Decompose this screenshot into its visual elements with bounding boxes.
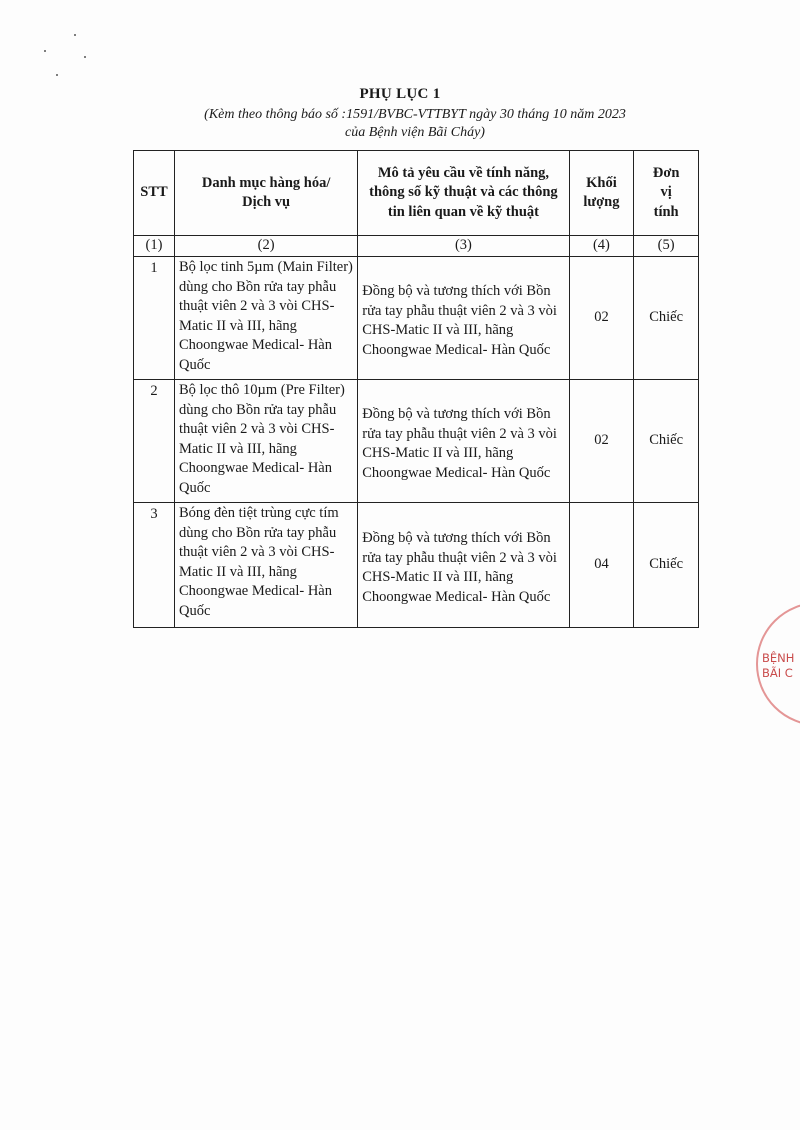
row-description: Đồng bộ và tương thích với Bồn rửa tay phẫu thuật viên 2 và 3 vòi CHS-Matic II và III, hãng Choongwae Medical- Hàn Quốc bbox=[358, 380, 569, 503]
scan-speck bbox=[56, 74, 58, 76]
column-number: (4) bbox=[569, 236, 634, 257]
row-quantity: 02 bbox=[569, 380, 634, 503]
stamp-text-line1: BỆNH bbox=[762, 651, 795, 665]
scan-speck bbox=[84, 56, 86, 58]
column-number-row bbox=[134, 236, 699, 257]
header-item-name: Danh mục hàng hóa/ Dịch vụ bbox=[174, 151, 357, 236]
table-row bbox=[134, 257, 699, 380]
row-item-name: Bóng đèn tiệt trùng cực tím dùng cho Bồn rửa tay phẫu thuật viên 2 và 3 vòi CHS-Matic II và III, hãng Choongwae Medical- Hàn Quốc bbox=[174, 503, 357, 628]
row-unit: Chiếc bbox=[634, 380, 699, 503]
document-subtitle-line1: (Kèm theo thông báo số :1591/BVBC-VTTBYT ngày 30 tháng 10 năm 2023 bbox=[204, 107, 626, 122]
row-unit: Chiếc bbox=[634, 257, 699, 380]
scan-speck bbox=[74, 34, 76, 36]
row-description: Đồng bộ và tương thích với Bồn rửa tay phẫu thuật viên 2 và 3 vòi CHS-Matic II và III, hãng Choongwae Medical- Hàn Quốc bbox=[358, 503, 569, 628]
row-stt: 3 bbox=[134, 503, 175, 628]
column-number: (5) bbox=[634, 236, 699, 257]
row-description: Đồng bộ và tương thích với Bồn rửa tay phẫu thuật viên 2 và 3 vòi CHS-Matic II và III, hãng Choongwae Medical- Hàn Quốc bbox=[358, 257, 569, 380]
document-subtitle-line2: của Bệnh viện Bãi Cháy) bbox=[345, 125, 485, 140]
row-unit: Chiếc bbox=[634, 503, 699, 628]
row-quantity: 02 bbox=[569, 257, 634, 380]
column-number: (2) bbox=[174, 236, 357, 257]
appendix-table bbox=[133, 150, 699, 628]
stamp-text-line2: BÃI C bbox=[762, 666, 793, 680]
header-description: Mô tả yêu cầu về tính năng, thông số kỹ thuật và các thông tin liên quan về kỹ thuật bbox=[358, 151, 569, 236]
row-stt: 1 bbox=[134, 257, 175, 380]
header-stt: STT bbox=[134, 151, 175, 236]
header-unit: Đơn vị tính bbox=[634, 151, 699, 236]
table-row bbox=[134, 380, 699, 503]
row-item-name: Bộ lọc tinh 5µm (Main Filter) dùng cho Bồn rửa tay phẫu thuật viên 2 và 3 vòi CHS-Matic II và III, hãng Choongwae Medical- Hàn Quốc bbox=[174, 257, 357, 380]
table-row bbox=[134, 503, 699, 628]
document-title: PHỤ LỤC 1 bbox=[359, 86, 441, 102]
header-quantity: Khối lượng bbox=[569, 151, 634, 236]
scan-speck bbox=[44, 50, 46, 52]
column-number: (1) bbox=[134, 236, 175, 257]
column-number: (3) bbox=[358, 236, 569, 257]
row-item-name: Bộ lọc thô 10µm (Pre Filter) dùng cho Bồn rửa tay phẫu thuật viên 2 và 3 vòi CHS-Matic II và III, hãng Choongwae Medical- Hàn Quốc bbox=[174, 380, 357, 503]
row-quantity: 04 bbox=[569, 503, 634, 628]
row-stt: 2 bbox=[134, 380, 175, 503]
table-header-row bbox=[134, 151, 699, 236]
hospital-stamp bbox=[752, 600, 800, 730]
